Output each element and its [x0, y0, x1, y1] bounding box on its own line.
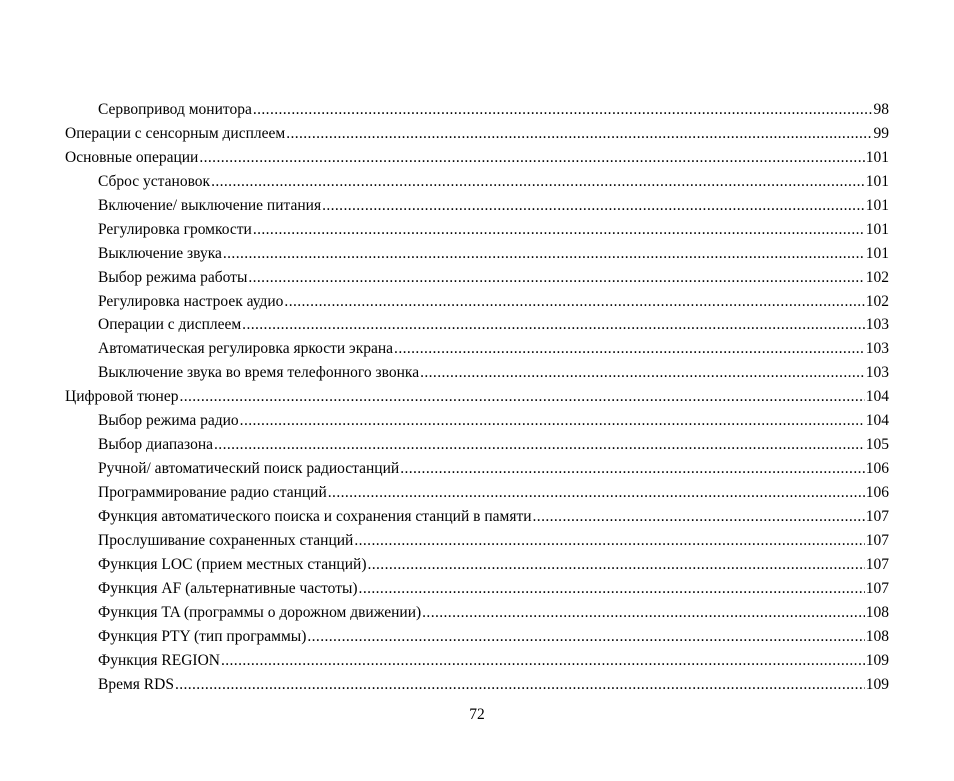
- toc-dot-leader: [354, 529, 864, 553]
- toc-entry[interactable]: [65, 122, 889, 146]
- toc-dot-leader: [328, 481, 865, 505]
- toc-entry-title: Прослушивание сохраненных станций: [98, 531, 354, 549]
- toc-entry[interactable]: [65, 553, 889, 577]
- toc-dot-leader: [179, 385, 864, 409]
- toc-dot-leader: [394, 337, 865, 361]
- toc-entry-page-number: 102: [865, 268, 889, 286]
- toc-dot-leader: [214, 433, 865, 457]
- toc-entry-title: Автоматическая регулировка яркости экрана: [98, 340, 394, 358]
- toc-dot-leader: [284, 290, 864, 314]
- toc-entry[interactable]: [65, 625, 889, 649]
- toc-entry[interactable]: [65, 313, 889, 337]
- toc-entry-title: Регулировка настроек аудио: [98, 292, 284, 310]
- toc-entry[interactable]: [65, 170, 889, 194]
- toc-entry-page-number: 105: [865, 436, 889, 454]
- toc-dot-leader: [253, 218, 865, 242]
- toc-entry-title: Сервопривод монитора: [98, 101, 252, 118]
- toc-entry[interactable]: [65, 98, 889, 122]
- toc-entry-page-number: 103: [865, 364, 889, 382]
- toc-entry[interactable]: [65, 242, 889, 266]
- toc-entry-title: Основные операции: [65, 148, 199, 166]
- toc-dot-leader: [223, 242, 865, 266]
- toc-entry-title: Выбор режима работы: [98, 268, 248, 286]
- toc-entry[interactable]: [65, 577, 889, 601]
- toc-entry[interactable]: [65, 649, 889, 673]
- toc-entry[interactable]: [65, 457, 889, 481]
- toc-entry-page-number: 108: [865, 627, 889, 645]
- toc-dot-leader: [240, 409, 865, 433]
- toc-entry-title: Программирование радио станций: [98, 484, 327, 501]
- toc-entry-page-number: 101: [865, 220, 889, 238]
- toc-entry-page-number: 103: [865, 340, 889, 358]
- toc-entry-title: Включение/ выключение питания: [98, 196, 322, 214]
- toc-entry[interactable]: [65, 361, 889, 385]
- toc-entry-page-number: 106: [865, 460, 889, 478]
- toc-dot-leader: [420, 361, 865, 385]
- toc-entry-title: Функция LOC (прием местных станций): [98, 555, 367, 573]
- toc-dot-leader: [367, 553, 864, 577]
- toc-entry-title: Функция автоматического поиска и сохранения станций в памяти: [98, 507, 532, 525]
- page-number: 72: [469, 706, 485, 723]
- toc-entry-page-number: 101: [865, 148, 889, 166]
- toc-entry-page-number: 107: [865, 507, 889, 525]
- toc-entry[interactable]: [65, 433, 889, 457]
- toc-entry[interactable]: [65, 529, 889, 553]
- toc-entry-title: Функция REGION: [98, 651, 220, 669]
- toc-entry[interactable]: [65, 505, 889, 529]
- toc-entry-page-number: 106: [865, 484, 889, 501]
- toc-dot-leader: [248, 266, 864, 290]
- toc-entry-page-number: 98: [873, 101, 889, 118]
- toc-dot-leader: [221, 649, 865, 673]
- toc-dot-leader: [242, 313, 865, 337]
- toc-dot-leader: [359, 577, 865, 601]
- toc-entry[interactable]: [65, 146, 889, 170]
- toc-entry-title: Регулировка громкости: [98, 220, 252, 238]
- toc-entry-title: Операции с дисплеем: [98, 316, 242, 334]
- toc-entry-title: Сброс установок: [98, 172, 211, 190]
- toc-entry-title: Выключение звука во время телефонного звонка: [98, 364, 420, 382]
- toc-entry-page-number: 107: [865, 531, 889, 549]
- toc-entry[interactable]: [65, 194, 889, 218]
- toc-entry-page-number: 101: [865, 172, 889, 190]
- toc-entry-page-number: 99: [873, 124, 889, 142]
- toc-entry-title: Функция AF (альтернативные частоты): [98, 579, 358, 597]
- toc-dot-leader: [286, 122, 872, 146]
- toc-entry[interactable]: [65, 385, 889, 409]
- toc-entry-title: Выбор режима радио: [98, 412, 239, 430]
- toc-entry-title: Время RDS: [98, 675, 174, 693]
- toc-entry-title: Выключение звука: [98, 244, 222, 262]
- toc-entry-title: Функция PTY (тип программы): [98, 627, 307, 645]
- toc-entry[interactable]: [65, 409, 889, 433]
- toc-entry[interactable]: [65, 337, 889, 361]
- toc-entry-page-number: 103: [865, 316, 889, 334]
- toc-entry[interactable]: [65, 290, 889, 314]
- toc-entry-title: Цифровой тюнер: [65, 388, 179, 406]
- toc-entry-title: Выбор диапазона: [98, 436, 214, 454]
- toc-dot-leader: [422, 601, 865, 625]
- toc-entry[interactable]: [65, 601, 889, 625]
- toc-entry[interactable]: [65, 266, 889, 290]
- toc-entry-page-number: 107: [865, 555, 889, 573]
- toc-entry[interactable]: [65, 481, 889, 505]
- toc-entry-page-number: 109: [865, 675, 889, 693]
- toc-entry-page-number: 101: [865, 244, 889, 262]
- toc-dot-leader: [307, 625, 864, 649]
- toc-dot-leader: [199, 146, 864, 170]
- toc-entry-page-number: 104: [865, 412, 889, 430]
- table-of-contents: [65, 98, 889, 696]
- toc-entry-title: Операции с сенсорным дисплеем: [65, 124, 286, 142]
- toc-entry[interactable]: [65, 673, 889, 697]
- toc-dot-leader: [533, 505, 865, 529]
- toc-entry-title: Ручной/ автоматический поиск радиостанций: [98, 460, 400, 478]
- toc-dot-leader: [211, 170, 865, 194]
- toc-dot-leader: [175, 673, 865, 697]
- toc-entry-page-number: 104: [865, 388, 889, 406]
- toc-entry-page-number: 107: [865, 579, 889, 597]
- toc-entry-title: Функция TA (программы о дорожном движении): [98, 603, 422, 621]
- toc-entry-page-number: 108: [865, 603, 889, 621]
- toc-dot-leader: [322, 194, 865, 218]
- toc-entry-page-number: 101: [865, 196, 889, 214]
- toc-dot-leader: [253, 98, 873, 122]
- toc-entry[interactable]: [65, 218, 889, 242]
- toc-dot-leader: [400, 457, 865, 481]
- toc-entry-page-number: 109: [865, 651, 889, 669]
- toc-entry-page-number: 102: [865, 292, 889, 310]
